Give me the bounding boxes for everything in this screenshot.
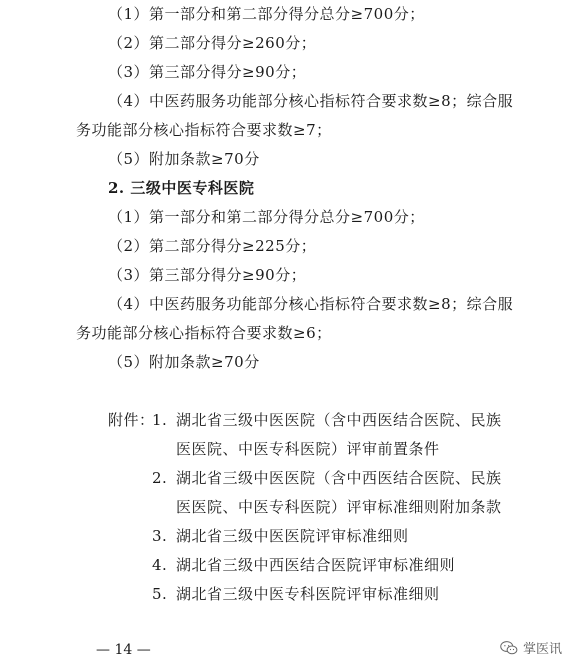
- attachment-title: 湖北省三级中医医院（含中西医结合医院、民族: [176, 411, 502, 429]
- criteria-item: （3）第三部分得分≥90分；: [108, 266, 307, 284]
- criteria-item: （1）第一部分和第二部分得分总分≥700分；: [108, 208, 425, 226]
- criteria-item: （4）中医药服务功能部分核心指标符合要求数≥8；综合服: [108, 295, 514, 313]
- attachment-title-continuation: 医医院、中医专科医院）评审标准细则附加条款: [176, 498, 502, 516]
- criteria-item: （2）第二部分得分≥225分；: [108, 237, 317, 255]
- watermark-text: 掌医讯: [523, 642, 563, 657]
- watermark: [500, 638, 562, 657]
- attachment-title: 湖北省三级中医专科医院评审标准细则: [176, 585, 440, 603]
- criteria-item-continuation: 务功能部分核心指标符合要求数≥6；: [76, 324, 332, 342]
- criteria-item: （1）第一部分和第二部分得分总分≥700分；: [108, 5, 425, 23]
- attachment-title-continuation: 医医院、中医专科医院）评审前置条件: [176, 440, 440, 458]
- criteria-item: （5）附加条款≥70分: [108, 353, 260, 371]
- page-number: — 14 —: [96, 642, 151, 658]
- attachments-label: 附件：: [108, 411, 155, 429]
- criteria-item: （5）附加条款≥70分: [108, 150, 260, 168]
- attachment-number: 5.: [152, 585, 168, 603]
- attachment-title: 湖北省三级中医医院（含中西医结合医院、民族: [176, 469, 502, 487]
- criteria-item: （3）第三部分得分≥90分；: [108, 63, 307, 81]
- attachment-number: 4.: [152, 556, 168, 574]
- criteria-item: （2）第二部分得分≥260分；: [108, 34, 317, 52]
- attachment-number: 1.: [152, 411, 168, 429]
- attachment-title: 湖北省三级中医医院评审标准细则: [176, 527, 409, 545]
- attachment-number: 3.: [152, 527, 168, 545]
- criteria-item: （4）中医药服务功能部分核心指标符合要求数≥8；综合服: [108, 92, 514, 110]
- criteria-item-continuation: 务功能部分核心指标符合要求数≥7；: [76, 121, 332, 139]
- attachment-title: 湖北省三级中西医结合医院评审标准细则: [176, 556, 456, 574]
- wechat-icon: [500, 640, 518, 656]
- attachment-number: 2.: [152, 469, 168, 487]
- section-heading: 2. 三级中医专科医院: [108, 179, 255, 197]
